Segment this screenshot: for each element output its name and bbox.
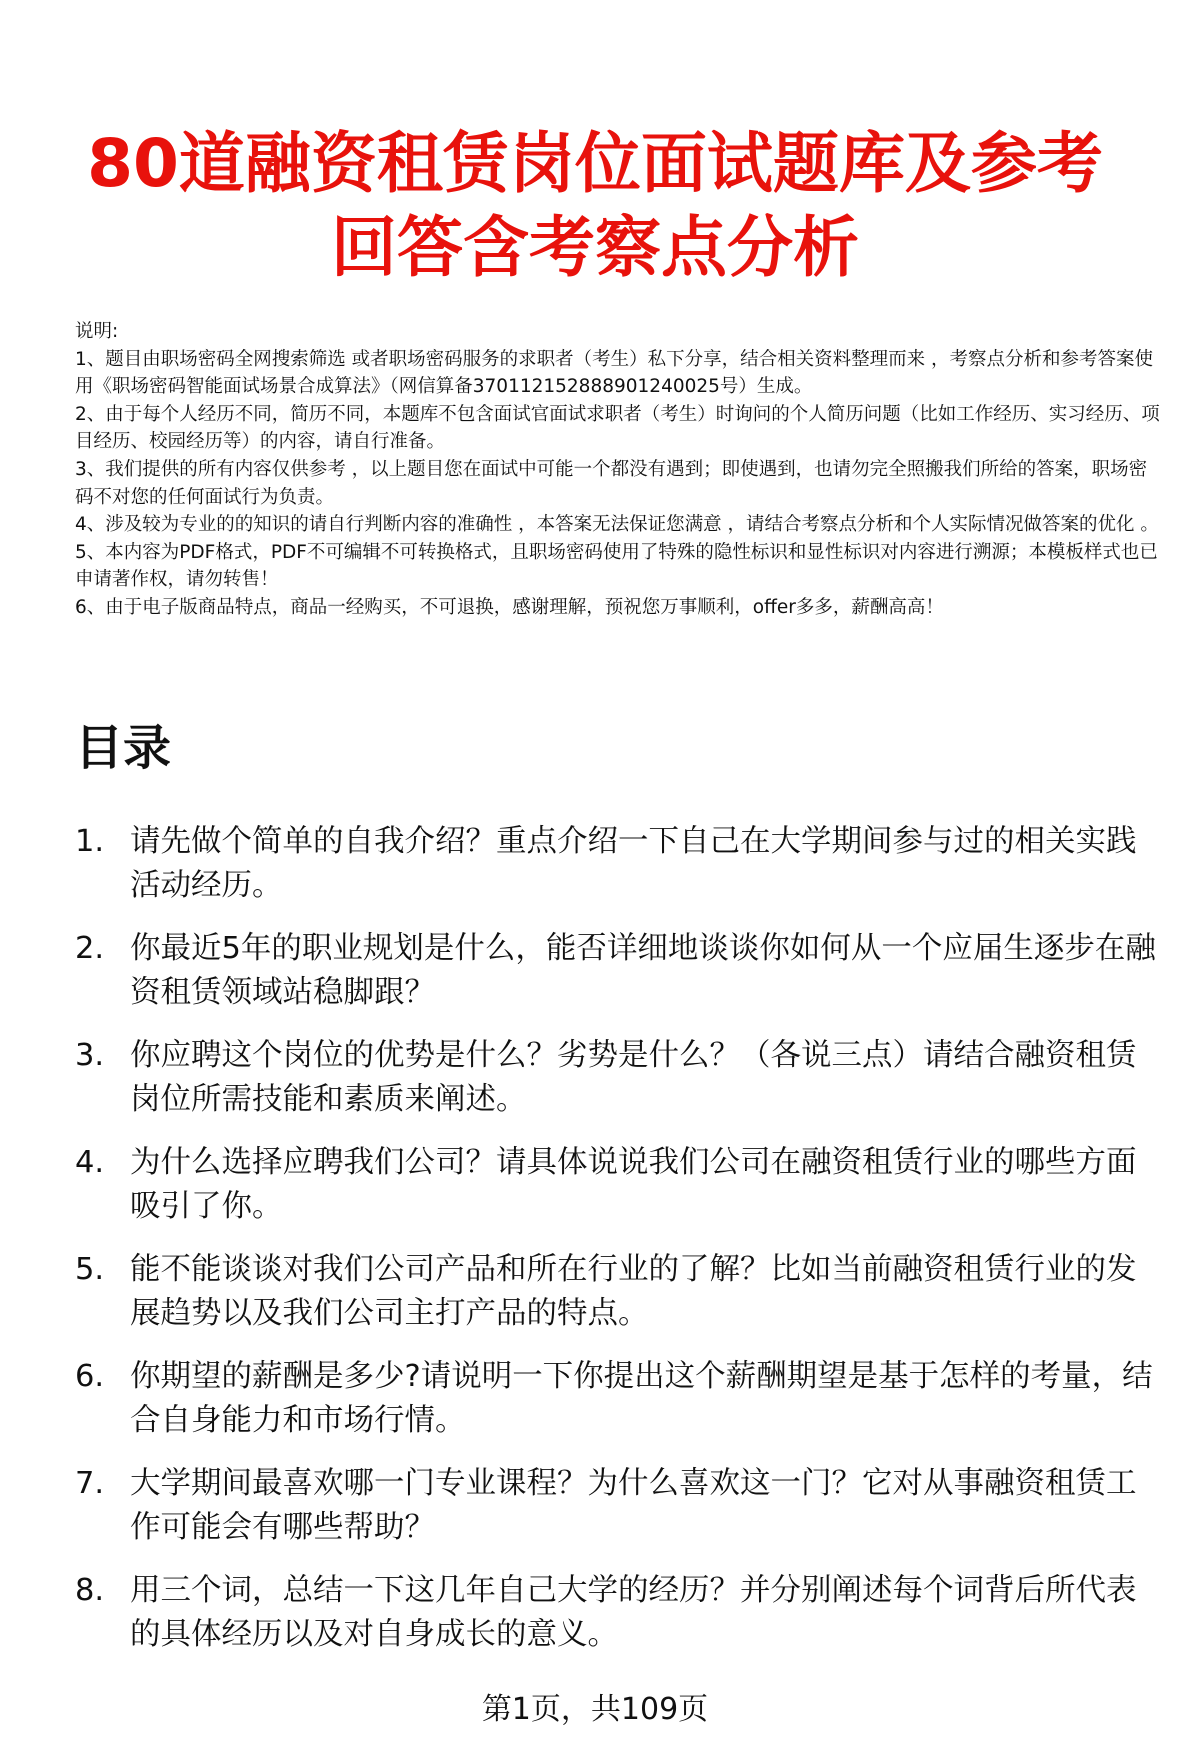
toc-item-number: 4. xyxy=(75,1145,105,1180)
toc-item-text: 请先做个简单的自我介绍？重点介绍一下自己在大学期间参与过的相关实践活动经历。 xyxy=(130,824,1137,903)
toc-item[interactable] xyxy=(75,1355,1165,1443)
note-item: 4、涉及较为专业的的知识的请自行判断内容的准确性 ，本答案无法保证您满意 ，请结合考察点分析和个人实际情况做答案的优化 。 xyxy=(75,514,1159,536)
toc-item[interactable] xyxy=(75,927,1165,1015)
toc-item[interactable] xyxy=(75,1034,1165,1122)
toc-item-number: 6. xyxy=(75,1359,105,1394)
toc-item-number: 3. xyxy=(75,1038,105,1073)
page-number-footer: 第1页，共109页 xyxy=(481,1692,709,1727)
note-item: 6、由于电子版商品特点，商品一经购买，不可退换，感谢理解，预祝您万事顺利，offer多多，薪酬高高！ xyxy=(75,596,944,618)
toc-item-text: 为什么选择应聘我们公司？请具体说说我们公司在融资租赁行业的哪些方面吸引了你。 xyxy=(130,1145,1137,1224)
notes-section xyxy=(75,318,1165,622)
note-item: 5、本内容为PDF格式，PDF不可编辑不可转换格式，且职场密码使用了特殊的隐性标识和显性标识对内容进行溯源；本模板样式也已申请著作权，请勿转售！ xyxy=(75,541,1158,591)
toc-item[interactable] xyxy=(75,1462,1165,1550)
toc-item[interactable] xyxy=(75,820,1165,908)
toc-item-number: 5. xyxy=(75,1252,105,1287)
toc-item-number: 2. xyxy=(75,931,105,966)
toc-item-text: 你应聘这个岗位的优势是什么？劣势是什么？（各说三点）请结合融资租赁岗位所需技能和素质来阐述。 xyxy=(130,1038,1137,1117)
toc-heading: 目录 xyxy=(75,720,172,776)
toc-item-number: 8. xyxy=(75,1573,105,1608)
toc-item-text: 用三个词，总结一下这几年自己大学的经历？并分别阐述每个词背后所代表的具体经历以及对自身成长的意义。 xyxy=(130,1573,1137,1652)
toc-item-text: 大学期间最喜欢哪一门专业课程？为什么喜欢这一门？它对从事融资租赁工作可能会有哪些帮助？ xyxy=(130,1466,1137,1545)
note-item: 3、我们提供的所有内容仅供参考 ，以上题目您在面试中可能一个都没有遇到；即使遇到，也请勿完全照搬我们所给的答案，职场密码不对您的任何面试行为负责。 xyxy=(75,458,1148,508)
notes-heading: 说明: xyxy=(75,321,119,342)
toc-item-text: 你期望的薪酬是多少?请说明一下你提出这个薪酬期望是基于怎样的考量，结合自身能力和市场行情。 xyxy=(130,1359,1153,1438)
toc-item[interactable] xyxy=(75,1141,1165,1229)
toc-list xyxy=(75,820,1165,1676)
toc-item[interactable] xyxy=(75,1248,1165,1336)
toc-item-number: 1. xyxy=(75,824,105,859)
document-title: 80道融资租赁岗位面试题库及参考回答含考察点分析 xyxy=(87,125,1103,286)
toc-item-text: 能不能谈谈对我们公司产品和所在行业的了解？比如当前融资租赁行业的发展趋势以及我们公司主打产品的特点。 xyxy=(130,1252,1137,1331)
toc-item-text: 你最近5年的职业规划是什么，能否详细地谈谈你如何从一个应届生逐步在融资租赁领域站稳脚跟？ xyxy=(130,931,1156,1010)
toc-item-number: 7. xyxy=(75,1466,105,1501)
note-item: 1、题目由职场密码全网搜索筛选 或者职场密码服务的求职者（考生）私下分享，结合相关资料整理而来 ，考察点分析和参考答案使用《职场密码智能面试场景合成算法》（网信算备370112152888901240025号）生成。 xyxy=(75,348,1154,398)
note-item: 2、由于每个人经历不同，简历不同，本题库不包含面试官面试求职者（考生）时询问的个人简历问题（比如工作经历、实习经历、项目经历、校园经历等）的内容，请自行准备。 xyxy=(75,403,1160,453)
toc-item[interactable] xyxy=(75,1569,1165,1657)
